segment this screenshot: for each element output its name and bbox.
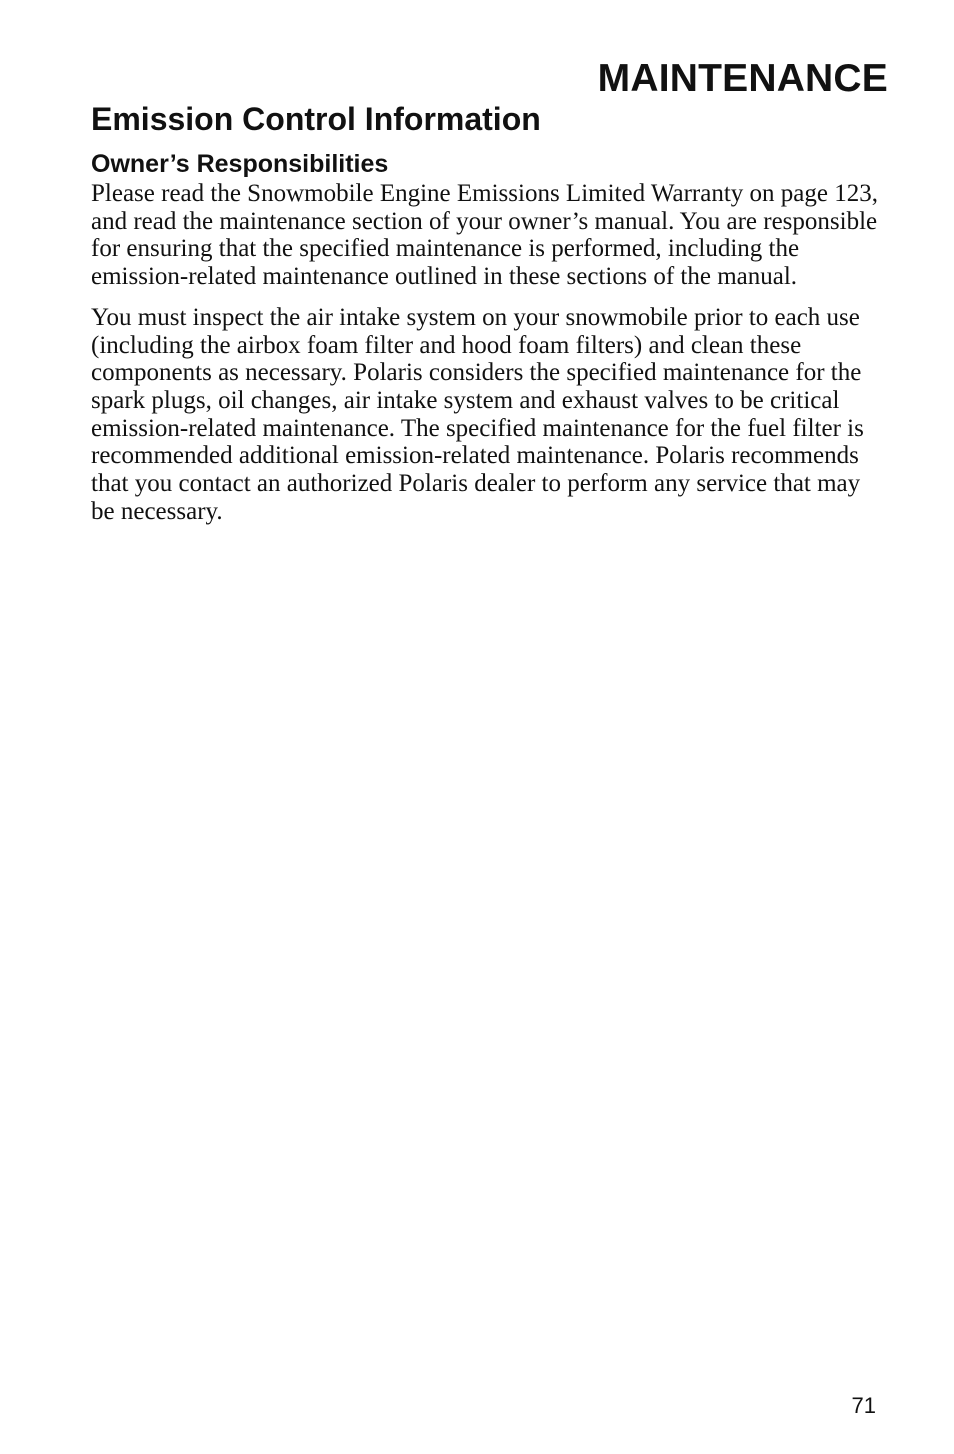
- subheading: Owner’s Responsibilities: [91, 150, 389, 178]
- page-number: 71: [851, 1393, 876, 1418]
- page-heading: Emission Control Information: [91, 101, 541, 137]
- section-title: MAINTENANCE: [597, 57, 888, 100]
- page-content: [91, 98, 881, 525]
- paragraph-inspection: You must inspect the air intake system on your snowmobile prior to each use (including the airbox foam filter and hood foam filters) and clean these components as necessary. Polaris considers the specified maintenance for the spark plugs, oil changes, air intake system and exhaust valves to be critical emission-related maintenance. The specified maintenance for the fuel filter is recommended additional emission-related maintenance. Polaris recommends that you contact an authorized Polaris dealer to perform any service that may be necessary.: [91, 303, 864, 525]
- paragraph-warranty: Please read the Snowmobile Engine Emissions Limited Warranty on page 123, and read the maintenance section of your owner’s manual. You are responsible for ensuring that the specified maintenance is performed, including the emission-related maintenance outlined in these sections of the manual.: [91, 180, 878, 291]
